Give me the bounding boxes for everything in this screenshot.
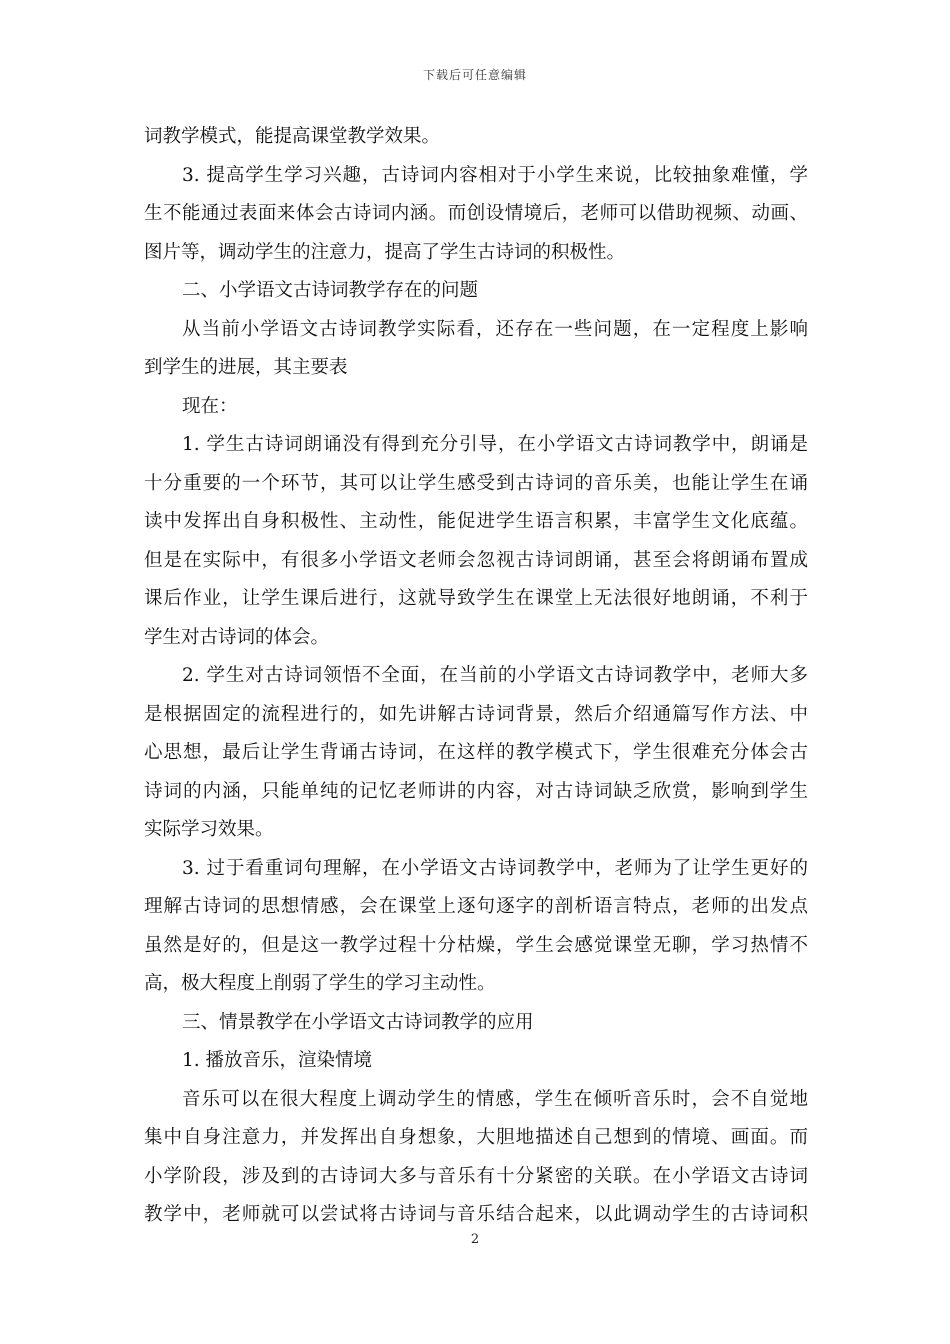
page-header: 下载后可任意编辑 xyxy=(422,68,527,82)
text-line: 理解古诗词的思想情感，会在课堂上逐句逐字的剖析语言特点，老师的出发点 xyxy=(144,896,808,917)
text-line: 是根据固定的流程进行的，如先讲解古诗词背景，然后介绍通篇写作方法、中 xyxy=(144,703,808,725)
text-line: 但是在实际中，有很多小学语文老师会忽视古诗词朗诵，甚至会将朗诵布置成 xyxy=(144,549,808,571)
text-line: 二、小学语文古诗词教学存在的问题 xyxy=(182,280,479,301)
text-line: 虽然是好的，但是这一教学过程十分枯燥，学生会感觉课堂无聊，学习热情不 xyxy=(144,934,808,956)
text-line: 小学阶段，涉及到的古诗词大多与音乐有十分紧密的关联。在小学语文古诗词 xyxy=(144,1165,808,1187)
page-number: 2 xyxy=(470,1232,480,1247)
text-line: 现在： xyxy=(182,395,238,417)
text-line: 集中自身注意力，并发挥出自身想象，大胆地描述自己想到的情境、画面。而 xyxy=(144,1127,808,1148)
document-body xyxy=(144,118,808,1235)
text-line: 学生对古诗词的体会。 xyxy=(144,626,330,648)
text-line: 十分重要的一个环节，其可以让学生感受到古诗词的音乐美，也能让学生在诵 xyxy=(144,472,808,494)
text-line: 实际学习效果。 xyxy=(144,819,274,840)
text-line: 到学生的进展，其主要表 xyxy=(144,357,348,378)
text-line: 心思想，最后让学生背诵古诗词，在这样的教学模式下，学生很难充分体会古 xyxy=(144,742,808,763)
text-line: 3. 过于看重词句理解，在小学语文古诗词教学中，老师为了让学生更好的 xyxy=(182,857,808,879)
text-line: 词教学模式，能提高课堂教学效果。 xyxy=(144,126,441,147)
text-line: 1. 播放音乐，渲染情境 xyxy=(182,1050,373,1071)
text-line: 1. 学生古诗词朗诵没有得到充分引导，在小学语文古诗词教学中，朗诵是 xyxy=(182,434,808,455)
text-line: 高，极大程度上削弱了学生的学习主动性。 xyxy=(144,973,496,994)
text-line: 从当前小学语文古诗词教学实际看，还存在一些问题，在一定程度上影响 xyxy=(182,318,808,340)
text-line: 生不能通过表面来体会古诗词内涵。而创设情境后，老师可以借助视频、动画、 xyxy=(144,203,808,224)
text-line: 课后作业，让学生课后进行，这就导致学生在课堂上无法很好地朗诵，不利于 xyxy=(144,588,808,609)
text-line: 图片等，调动学生的注意力，提高了学生古诗词的积极性。 xyxy=(144,241,626,263)
text-line: 教学中，老师就可以尝试将古诗词与音乐结合起来，以此调动学生的古诗词积 xyxy=(144,1204,808,1225)
text-line: 3. 提高学生学习兴趣，古诗词内容相对于小学生来说，比较抽象难懂，学 xyxy=(182,164,808,186)
text-line: 三、情景教学在小学语文古诗词教学的应用 xyxy=(182,1011,534,1033)
text-line: 诗词的内涵，只能单纯的记忆老师讲的内容，对古诗词缺乏欣赏，影响到学生 xyxy=(144,780,808,802)
text-line: 读中发挥出自身积极性、主动性，能促进学生语言积累，丰富学生文化底蕴。 xyxy=(144,511,808,532)
text-line: 2. 学生对古诗词领悟不全面，在当前的小学语文古诗词教学中，老师大多 xyxy=(182,665,808,686)
text-line: 音乐可以在很大程度上调动学生的情感，学生在倾听音乐时，会不自觉地 xyxy=(182,1088,808,1110)
